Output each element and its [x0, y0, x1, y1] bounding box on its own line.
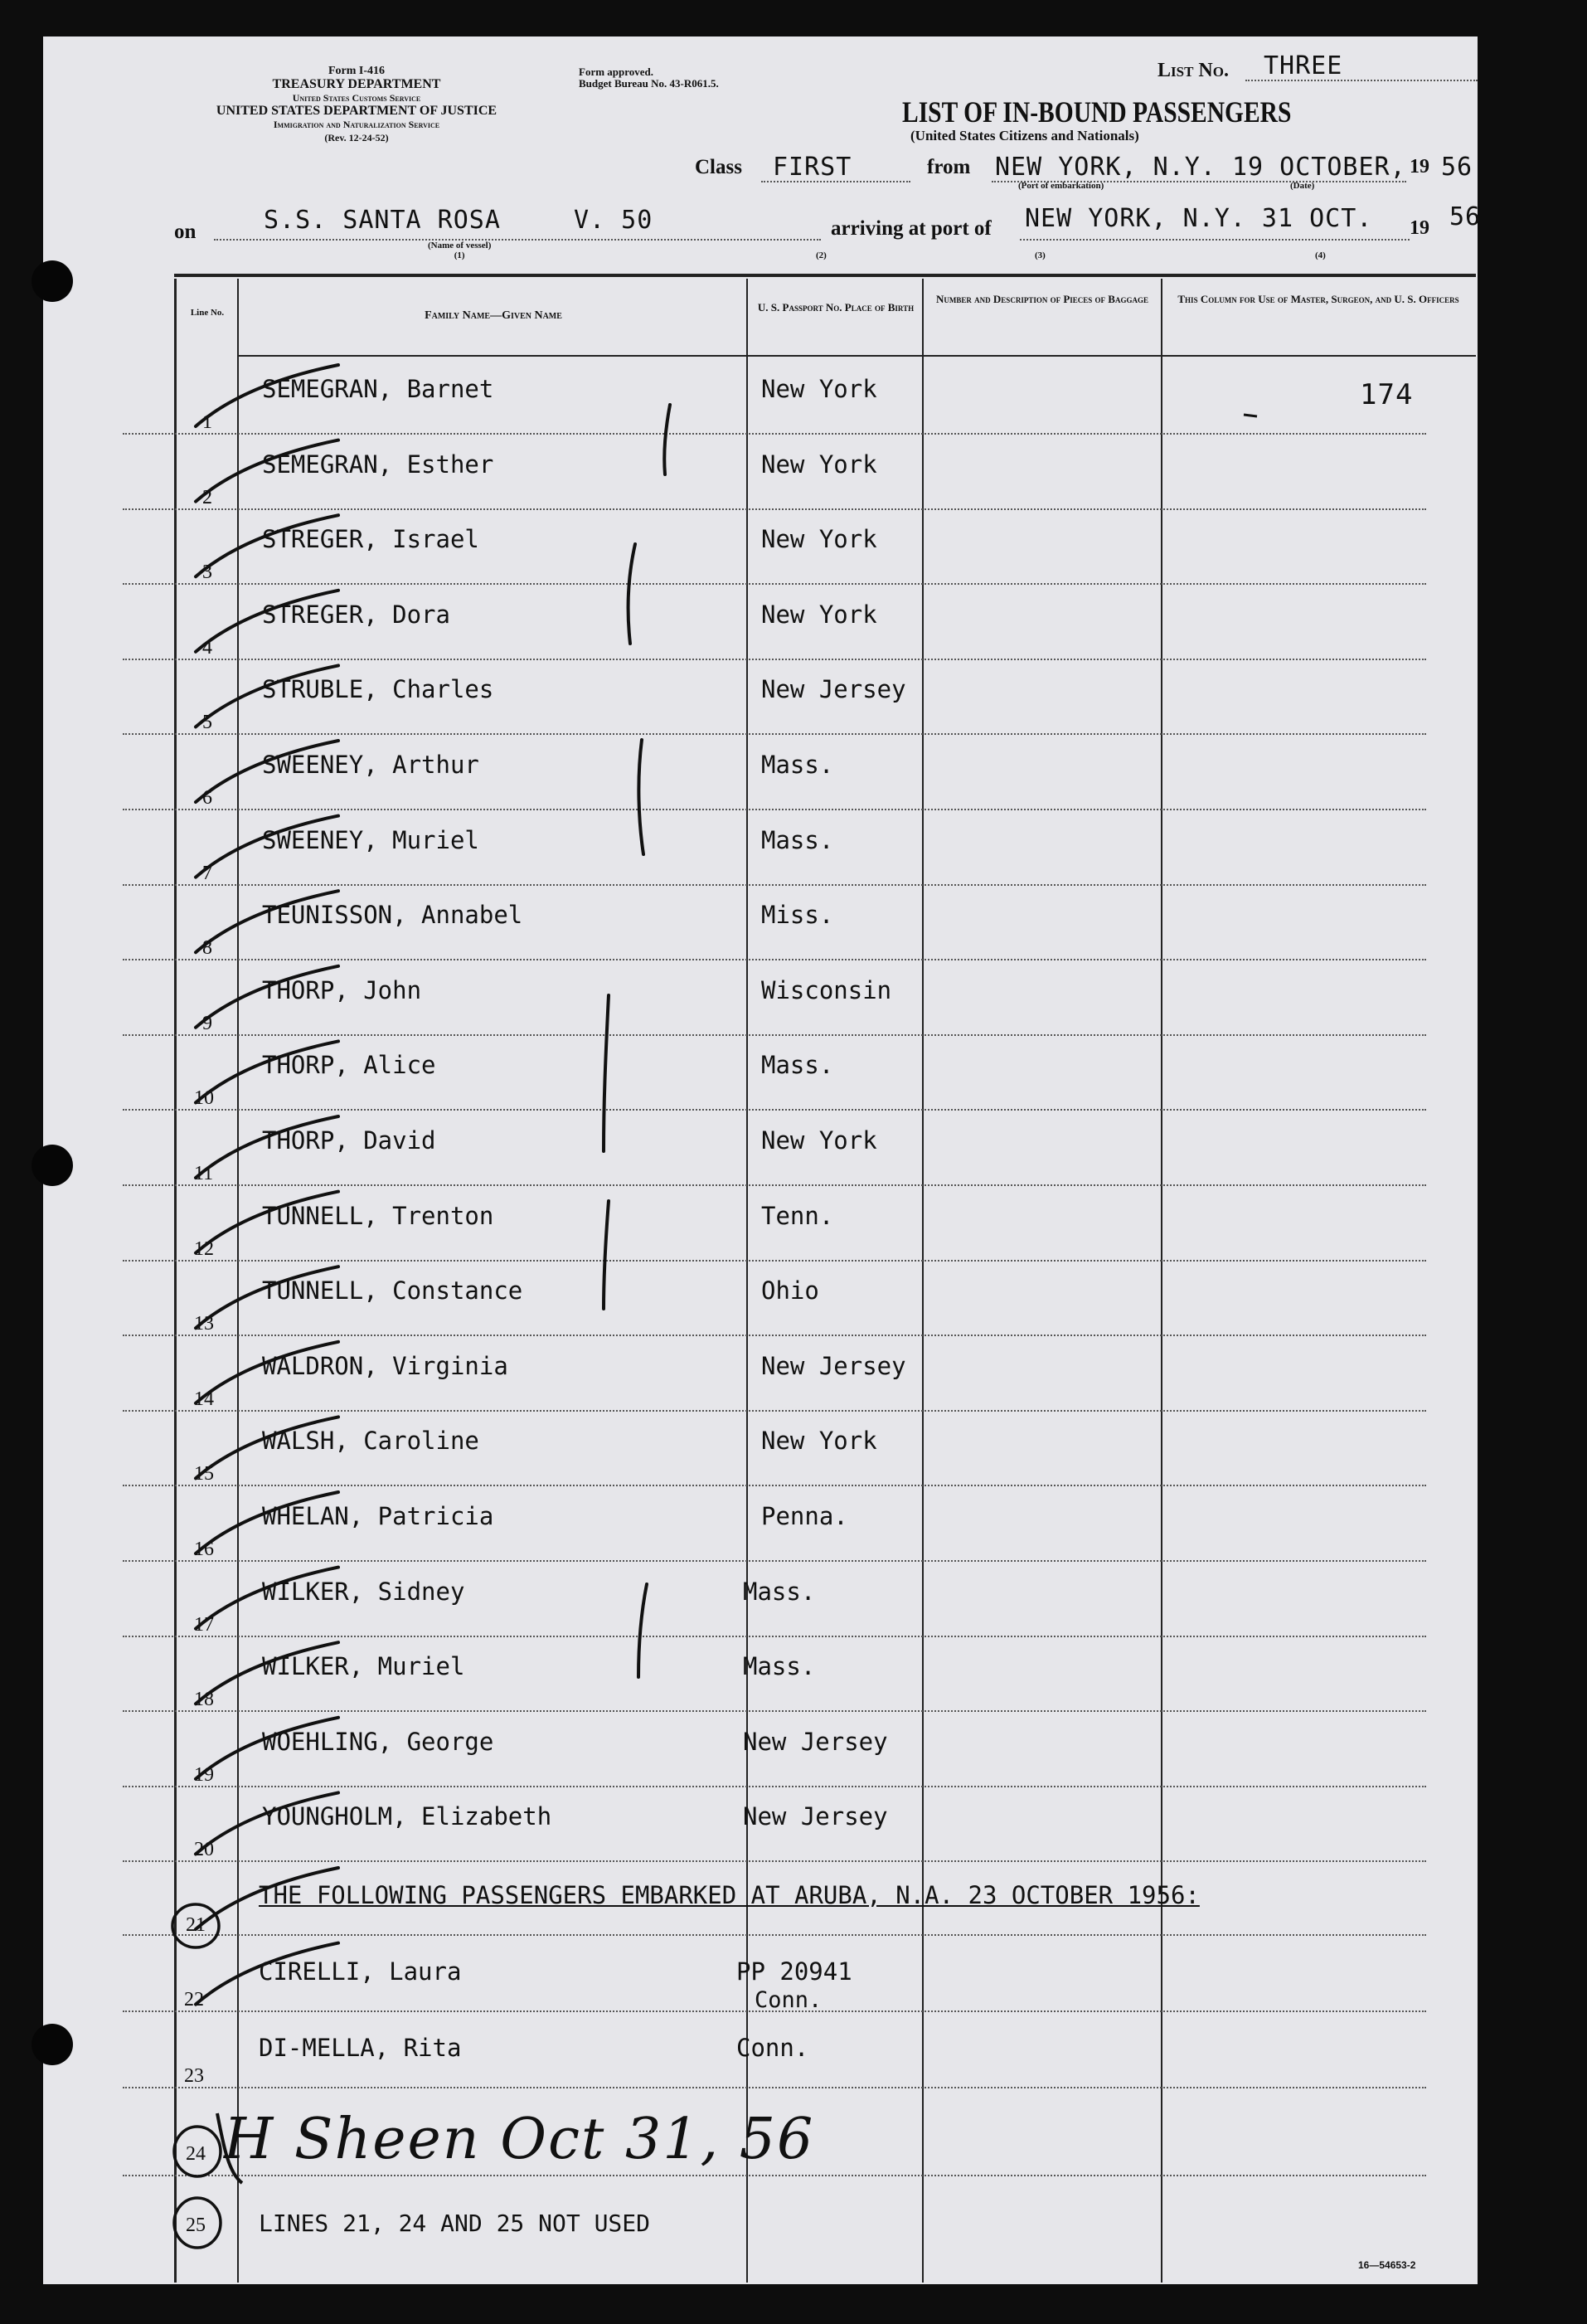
row-dotline [123, 1860, 1426, 1862]
row-dotline [123, 1710, 1426, 1712]
year-prefix: 19 [1410, 156, 1429, 177]
passenger-name: WILKER, Sidney [262, 1577, 465, 1606]
line-number: 6 [202, 787, 212, 809]
baggage-divider [1161, 279, 1162, 2283]
line-number: 11 [194, 1163, 214, 1184]
officer-signature: H Sheen Oct 31, 56 [224, 2107, 815, 2172]
row-dotline [123, 959, 1426, 960]
revision-date: (Rev. 12-24-52) [324, 132, 389, 143]
passport-divider [922, 279, 924, 2283]
row-dotline [123, 1034, 1426, 1036]
arrival-port-date: NEW YORK, N.Y. 31 OCT. [1025, 204, 1373, 233]
class-value: FIRST [773, 153, 852, 182]
row-dotline [123, 1560, 1426, 1562]
line-number: 1 [202, 411, 212, 433]
row-dotline [123, 1260, 1426, 1262]
punch-hole [32, 1145, 73, 1186]
line-no-divider [237, 279, 239, 2283]
birthplace: New York [761, 375, 877, 403]
embarkation-port: NEW YORK, N.Y. [995, 153, 1216, 182]
column-ref-3: (3) [1035, 250, 1046, 260]
passenger-name: STRUBLE, Charles [262, 675, 494, 704]
line-number-22: 22 [184, 1989, 204, 2010]
passenger-name: SWEENEY, Arthur [262, 751, 479, 779]
row-dotline [123, 1636, 1426, 1637]
birthplace: New York [761, 1427, 877, 1456]
immigration-service: Immigration and Naturalization Service [273, 119, 440, 130]
column-header-line-no: Line No. [190, 308, 225, 318]
birthplace: Mass. [761, 751, 834, 779]
row-dotline [123, 1184, 1426, 1186]
row-dotline [123, 809, 1426, 810]
vessel-caption-text: (Name of vessel) [428, 241, 492, 250]
from-label: from [927, 156, 971, 178]
row-dotline [123, 659, 1426, 660]
line-number: 8 [202, 937, 212, 960]
punch-hole [32, 260, 73, 302]
budget-bureau-number: Budget Bureau No. 43-R061.5. [579, 77, 719, 90]
line-number-23: 23 [184, 2065, 204, 2087]
passenger-name: WILKER, Muriel [262, 1652, 465, 1681]
passenger-name: YOUNGHOLM, Elizabeth [262, 1802, 552, 1831]
row-dotline [123, 433, 1426, 435]
year-prefix: 19 [1410, 217, 1429, 239]
line-number: 12 [194, 1237, 214, 1260]
row-dotline [123, 1410, 1426, 1412]
birthplace: New Jersey [743, 1727, 888, 1756]
passport-number-22: PP 20941 [736, 1957, 852, 1986]
row-dotline [123, 733, 1426, 735]
birthplace: Miss. [761, 901, 834, 930]
birthplace: New York [761, 600, 877, 629]
embarkation-year: 56 [1441, 153, 1473, 182]
row-dotline [123, 2175, 1426, 2176]
passenger-name: WALSH, Caroline [262, 1427, 479, 1456]
line-number-25: 25 [186, 2215, 206, 2236]
footer-form-code: 16—54653-2 [1358, 2259, 1416, 2271]
birthplace: New Jersey [743, 1802, 888, 1831]
line-number: 5 [202, 712, 212, 734]
passenger-name: WOEHLING, George [262, 1727, 494, 1756]
class-label: Class [695, 156, 742, 178]
arrival-year: 56 [1449, 202, 1482, 231]
birthplace: New York [761, 525, 877, 554]
lines-not-used-note: LINES 21, 24 AND 25 NOT USED [259, 2210, 651, 2237]
passenger-name: WHELAN, Patricia [262, 1502, 494, 1530]
line-number: 3 [202, 562, 212, 584]
birthplace: Penna. [761, 1502, 848, 1530]
column-header-baggage: Number and Description of Pieces of Baggage [936, 293, 1148, 305]
line-number: 2 [202, 486, 212, 508]
passenger-name: TUNNELL, Constance [262, 1276, 523, 1305]
passenger-name: STREGER, Dora [262, 600, 450, 629]
arrival-dotline [1020, 239, 1410, 241]
passenger-name: TEUNISSON, Annabel [262, 901, 523, 930]
row-dotline [123, 2087, 1426, 2088]
agency-block [166, 65, 547, 144]
birthplace: New Jersey [761, 1351, 906, 1380]
row-dotline [123, 508, 1426, 510]
birthplace: Tenn. [761, 1201, 834, 1230]
on-label: on [174, 221, 197, 243]
passenger-name: THORP, John [262, 975, 422, 1004]
line-number: 16 [194, 1539, 214, 1560]
customs-service: United States Customs Service [292, 92, 421, 104]
passenger-name: SEMEGRAN, Barnet [262, 375, 494, 403]
column-header-passport: U. S. Passport No. Place of Birth [757, 301, 915, 314]
form-approved: Form approved. [579, 66, 654, 78]
approval-block [579, 66, 719, 90]
aruba-embarkation-note: THE FOLLOWING PASSENGERS EMBARKED AT ARUBA, N.A. 23 OCTOBER 1956: [259, 1881, 1200, 1909]
punch-hole [32, 2024, 73, 2065]
birthplace: New Jersey [761, 675, 906, 704]
passenger-name-23: DI-MELLA, Rita [259, 2034, 462, 2062]
vessel-dotline [214, 239, 821, 241]
class-dotline [761, 181, 910, 182]
header-bottom-border [237, 355, 1476, 357]
row-dotline [123, 1934, 1426, 1936]
line-number: 19 [194, 1763, 214, 1786]
table-top-border [174, 274, 1476, 277]
vessel-name: S.S. SANTA ROSA [264, 206, 501, 235]
birthplace: New York [761, 1126, 877, 1155]
row-dotline [123, 1335, 1426, 1336]
column-ref-4: (4) [1315, 250, 1326, 260]
birthplace: Mass. [761, 825, 834, 854]
date-caption: (Date) [1290, 181, 1315, 191]
line-number: 20 [194, 1839, 214, 1861]
row-dotline [123, 583, 1426, 585]
line-number: 15 [194, 1463, 214, 1485]
form-number: Form I-416 [328, 65, 386, 77]
column-ref-2: (2) [816, 250, 827, 260]
row-dotline [123, 1109, 1426, 1111]
treasury-department: TREASURY DEPARTMENT [272, 77, 441, 91]
passenger-name-22: CIRELLI, Laura [259, 1957, 462, 1986]
vessel-caption [428, 241, 491, 260]
column-header-officers: This Column for Use of Master, Surgeon, and U. S. Officers [1177, 293, 1459, 305]
line-number-24: 24 [186, 2143, 206, 2165]
column-header-name: Family Name—Given Name [425, 309, 562, 322]
birthplace-22: Conn. [755, 1987, 823, 2013]
passenger-name: SWEENEY, Muriel [262, 825, 479, 854]
stamp-number: 174 [1360, 378, 1414, 411]
port-caption: (Port of embarkation) [1018, 181, 1104, 191]
form-sheet [43, 36, 1478, 2284]
line-number: 9 [202, 1012, 212, 1034]
birthplace: Wisconsin [761, 975, 892, 1004]
row-dotline [123, 2010, 1426, 2012]
embarkation-date: 19 OCTOBER, [1232, 153, 1406, 182]
voyage-number: V. 50 [574, 206, 653, 235]
line-number: 18 [194, 1689, 214, 1711]
arriving-label: arriving at port of [831, 217, 992, 240]
birthplace: Mass. [761, 1051, 834, 1080]
line-number: 7 [202, 862, 212, 884]
line-number-21: 21 [186, 1914, 206, 1936]
birthplace: Mass. [743, 1652, 816, 1681]
row-dotline [123, 1485, 1426, 1486]
line-number: 14 [194, 1388, 214, 1410]
list-no-dotline [1245, 80, 1478, 81]
table-left-border [174, 279, 177, 2283]
line-number: 13 [194, 1313, 214, 1335]
birthplace-23: Conn. [736, 2034, 809, 2062]
row-dotline [123, 884, 1426, 886]
birthplace: New York [761, 450, 877, 479]
row-dotline [123, 1786, 1426, 1787]
passenger-name: TUNNELL, Trenton [262, 1201, 494, 1230]
birthplace: Ohio [761, 1276, 819, 1305]
passenger-name: THORP, Alice [262, 1051, 436, 1080]
passenger-name: STREGER, Israel [262, 525, 479, 554]
passenger-name: WALDRON, Virginia [262, 1351, 508, 1380]
birthplace: Mass. [743, 1577, 816, 1606]
page-title: LIST OF IN-BOUND PASSENGERS [902, 95, 1292, 129]
line-number: 4 [202, 636, 212, 659]
list-no-value: THREE [1264, 51, 1343, 80]
line-number: 10 [194, 1087, 214, 1110]
passenger-name: THORP, David [262, 1126, 436, 1155]
line-number: 17 [194, 1613, 214, 1636]
list-no-label: List No. [1157, 60, 1229, 81]
passenger-name: SEMEGRAN, Esther [262, 450, 494, 479]
page-subtitle: (United States Citizens and Nationals) [910, 128, 1139, 143]
column-ref-1: (1) [454, 250, 465, 260]
justice-department: UNITED STATES DEPARTMENT OF JUSTICE [216, 104, 497, 118]
